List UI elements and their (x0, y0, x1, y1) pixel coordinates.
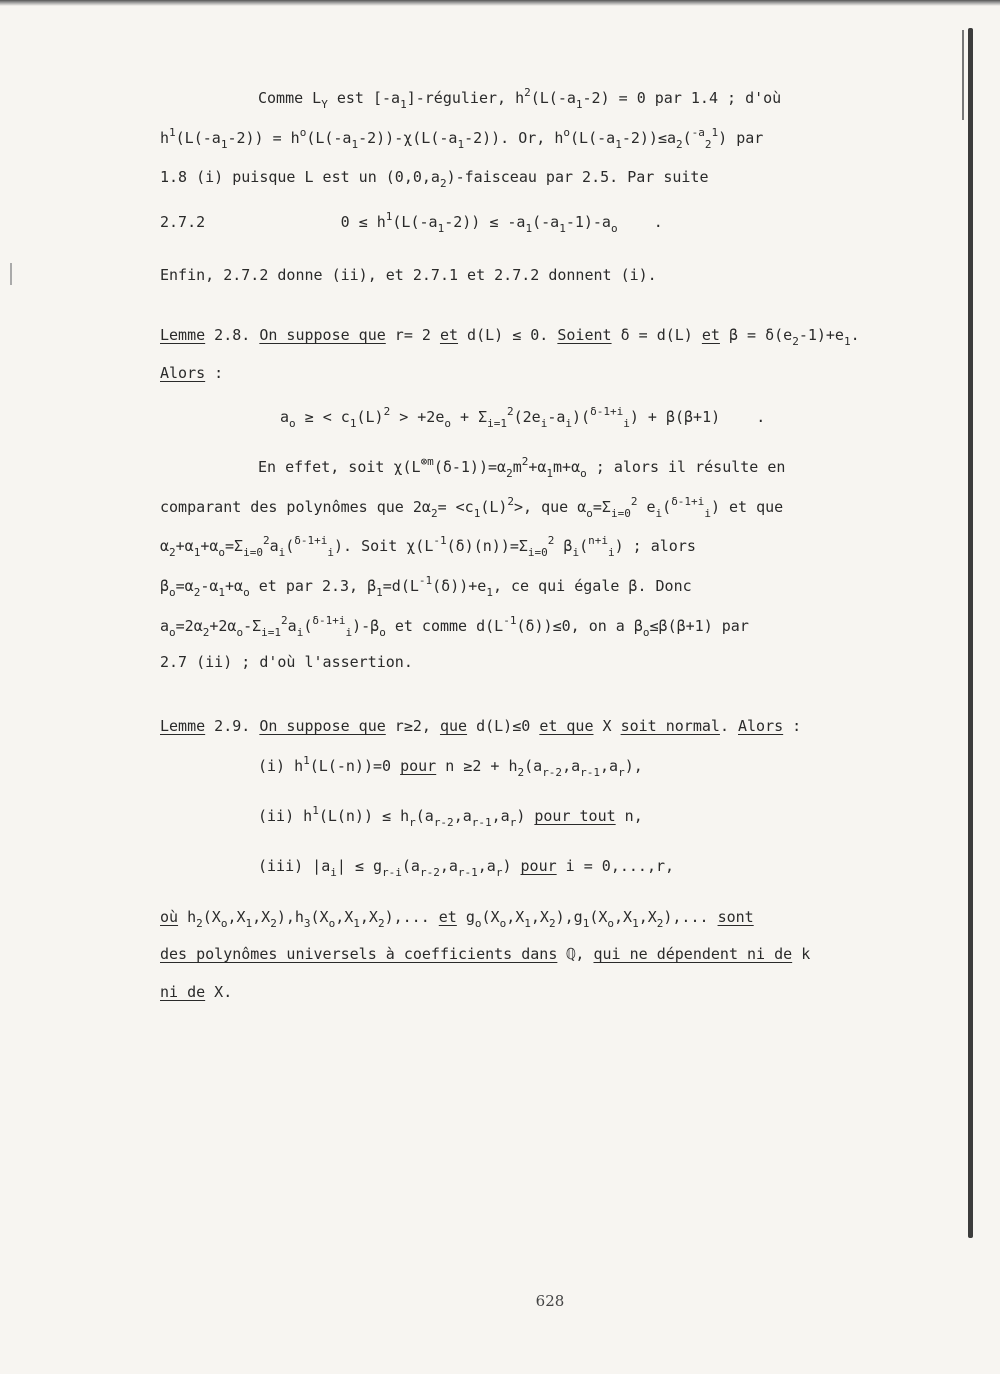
text-line: $\beta_o=\alpha_2-\alpha_1+\alpha_o$ et par 2.3, $\beta_1=d(L^{-1}(\delta))+e_1$, ce qui égale β. Donc (160, 574, 692, 599)
scan-binding-shadow-inner (962, 30, 964, 120)
text-line: $h^1(L(-a_1-2)) = h^o(L(-a_1-2))-\chi(L(-a_1-2))$. Or, $h^o(L(-a_1-2))\le a_2(^{-a}_2^1)$ par (160, 126, 764, 151)
text-line: comparant des polynômes que $2\alpha_2= <c_1(L)^2>$, que $\alpha_o=\Sigma_{i=0}^2$ $e_i(^{\delta-1+i}_i)$ et que (160, 495, 784, 520)
scan-top-edge (0, 0, 1000, 6)
text-line: En effet, soit $\chi(L^{\otimes m}(\delta-1))=\alpha_2m^2+\alpha_1m+\alpha_o$ ; alors il résulte en (258, 455, 786, 480)
text-line: ni de X. (160, 983, 233, 1001)
scan-margin-mark (10, 263, 12, 285)
lemma-2-8-heading: Lemme 2.8. On suppose que r= 2 et d(L) ≤ 0. Soient δ = d(L) et $\beta = \delta(e_2-1)+e_1$. (160, 326, 860, 348)
lemma-item-iii: (iii) $|a_i| \le g_{r-i}(a_{r-2},a_{r-1},a_r)$ pour i = 0,...,r, (258, 857, 675, 879)
page-number: 628 (535, 1292, 565, 1310)
lemma-2-9-heading: Lemme 2.9. On suppose que r≥2, que d(L)≤0 et que X soit normal. Alors : (160, 717, 802, 735)
lemma-item-ii: (ii) $h^1(L(n)) \le h_r(a_{r-2},a_{r-1},a_r)$ pour tout n, (258, 804, 643, 829)
lemma-item-i: (i) $h^1(L(-n))=0$ pour $n \ge 2 + h_2(a_{r-2},a_{r-1},a_r)$, (258, 754, 643, 779)
scan-binding-shadow (968, 28, 973, 1238)
text-line: Enfin, 2.7.2 donne (ii), et 2.7.1 et 2.7.2 donnent (i). (160, 266, 657, 284)
text-line: $\alpha_2+\alpha_1+\alpha_o=\Sigma_{i=0}^2a_i(^{\delta-1+i}_i)$. Soit $\chi(L^{-1}(\delta)(n))=\Sigma_{i=0}^2$ $\beta_i(^{n+i}_i)$ ; alors (160, 534, 696, 559)
text-line: $a_o=2\alpha_2+2\alpha_o-\Sigma_{i=1}^2a_i(^{\delta-1+i}_i)-\beta_o$ et comme $d(L^{-1}(\delta))\le 0$, on a $\beta_o\le\beta(\beta+1)$ par (160, 614, 749, 639)
text-line: où $h_2(X_o,X_1,X_2),h_3(X_o,X_1,X_2)$,... et $g_o(X_o,X_1,X_2),g_1(X_o,X_1,X_2)$,... sont (160, 908, 754, 930)
equation-2-7-2: 2.7.2 $0 \le h^1(L(-a_1-2)) \le -a_1(-a_1-1)-a_o$ . (160, 210, 663, 235)
text-line: Alors : (160, 364, 224, 382)
text-line: 1.8 (i) puisque L est un $(0,0,a_2)$-faisceau par 2.5. Par suite (160, 168, 709, 190)
text-line: Comme $L_Y$ est $[-a_1]$-régulier, $h^2(L(-a_1-2) = 0$ par 1.4 ; d'où (258, 86, 782, 111)
text-line: 2.7 (ii) ; d'où l'assertion. (160, 653, 413, 671)
text-line: des polynômes universels à coefficients dans ℚ, qui ne dépendent ni de k (160, 945, 811, 963)
equation-lemma-2-8: $a_o$ ≥ < $c_1(L)^2 > +2e_o + \Sigma_{i=1}^2(2e_i-a_i)(^{\delta-1+i}_i) + \beta(\beta+1)$ . (280, 405, 766, 430)
